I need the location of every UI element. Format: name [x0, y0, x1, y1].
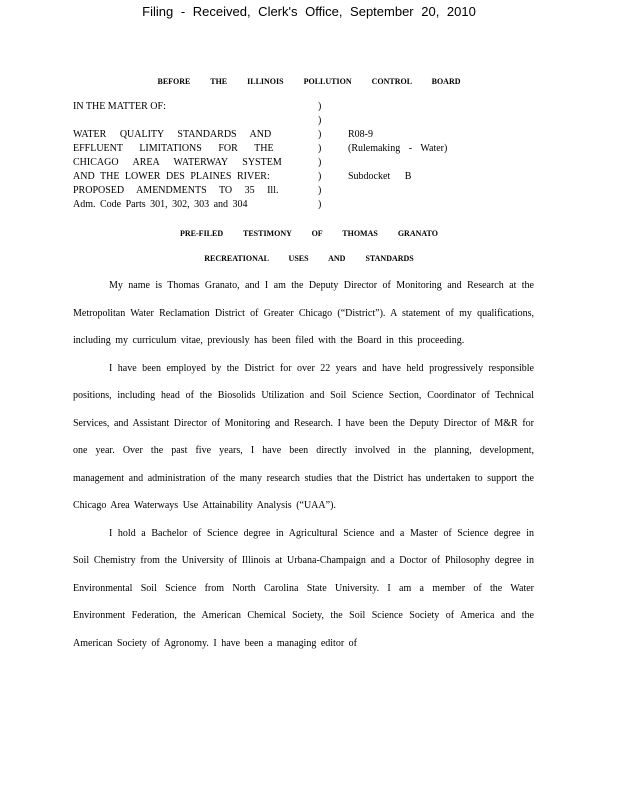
caption-paren: ) — [318, 115, 322, 126]
filing-stamp: Filing - Received, Clerk's Office, September 20, 2010 — [142, 4, 476, 19]
caption-matter — [73, 100, 282, 212]
paragraph-education: I hold a Bachelor of Science degree in Agricultural Science and a Master of Science degree in Soil Chemistry from the University of Illinois at Urbana-Champaign and a Doctor of Philosophy degree in Environmental Soil Science from North Carolina State University. I am a member of the Water Environment Federation, the American Chemical Society, the Soil Science Society of America and the American Society of Agronomy. I have been a managing editor of — [73, 527, 534, 649]
caption-line: IN THE MATTER OF: — [73, 101, 166, 112]
paragraph-introduction: My name is Thomas Granato, and I am the Deputy Director of Monitoring and Research at the Metropolitan Water Reclamation District of Greater Chicago (“District”). A statement of my qualifications, including my curriculum vitae, previously has been filed with the Board in this proceeding. — [73, 280, 534, 346]
caption-paren: ) — [318, 185, 322, 196]
caption-paren: ) — [318, 101, 322, 112]
docket-number: R08-9 — [348, 129, 373, 140]
board-heading: BEFORE THE ILLINOIS POLLUTION CONTROL BOARD — [157, 77, 461, 86]
caption-line: AND THE LOWER DES PLAINES RIVER: — [73, 171, 270, 182]
caption-paren: ) — [318, 157, 322, 168]
caption-paren: ) — [318, 199, 322, 210]
testimony-body — [73, 272, 534, 657]
caption-line: CHICAGO AREA WATERWAY SYSTEM — [73, 157, 282, 168]
caption-paren: ) — [318, 129, 322, 140]
caption-paren: ) — [318, 171, 322, 182]
caption-line: PROPOSED AMENDMENTS TO 35 Ill. — [73, 185, 279, 196]
testimony-title: PRE-FILED TESTIMONY OF THOMAS GRANATO — [180, 229, 438, 238]
caption-line — [73, 114, 282, 128]
caption-line: EFFLUENT LIMITATIONS FOR THE — [73, 143, 274, 154]
testimony-subtitle: RECREATIONAL USES AND STANDARDS — [204, 254, 414, 263]
caption-parentheses — [318, 100, 321, 212]
caption-paren: ) — [318, 143, 322, 154]
paragraph-employment: I have been employed by the District for over 22 years and have held progressively responsible positions, including head of the Biosolids Utilization and Soil Science Section, Coordinator of Technical Services, and Assistant Director of Monitoring and Research. I have been the Deputy Director of M&R for one year. Over the past five years, I have been directly involved in the planning, development, management and administration of the many research studies that the District has undertaken to support the Chicago Area Waterways Use Attainability Analysis (“UAA”). — [73, 362, 534, 511]
caption-line: Adm. Code Parts 301, 302, 303 and 304 — [73, 199, 248, 210]
subdocket-label: Subdocket B — [348, 171, 412, 182]
rulemaking-label: (Rulemaking - Water) — [348, 143, 448, 154]
caption-line: WATER QUALITY STANDARDS AND — [73, 129, 272, 140]
